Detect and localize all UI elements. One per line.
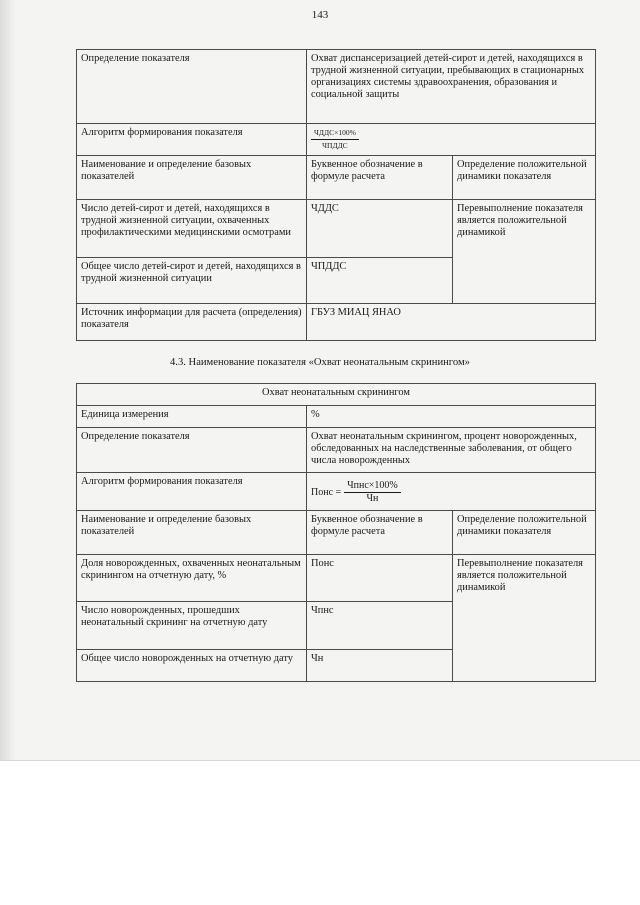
formula-numerator: Чпнс×100% bbox=[347, 480, 398, 491]
base-indicator-symbol: ЧДДС bbox=[307, 200, 453, 258]
base-indicator-name: Число детей-сирот и детей, находящихся в трудной жизненной ситуации, охваченных профилактическими медицинскими осмотрами bbox=[77, 200, 307, 258]
table-row bbox=[77, 473, 596, 511]
row-label: Определение показателя bbox=[77, 428, 307, 473]
dynamics-cell: Перевыполнение показателя является положительной динамикой bbox=[453, 555, 596, 682]
row-value: Охват неонатальным скринингом, процент новорожденных, обследованных на наследственные заболевания, от общего числа новорожденных bbox=[307, 428, 596, 473]
table-row bbox=[77, 428, 596, 473]
header-cell: Определение положительной динамики показателя bbox=[453, 156, 596, 200]
dynamics-cell: Перевыполнение показателя является положительной динамикой bbox=[453, 200, 596, 304]
formula-numerator: ЧДДС×100% bbox=[314, 128, 356, 137]
base-indicator-symbol: ЧПДДС bbox=[307, 258, 453, 304]
table-row bbox=[77, 50, 596, 124]
table-header-row bbox=[77, 156, 596, 200]
formula-denominator: Чн bbox=[344, 492, 401, 505]
table-row bbox=[77, 406, 596, 428]
formula-cell bbox=[307, 124, 596, 156]
formula-lhs: Понс = bbox=[311, 486, 342, 498]
header-cell: Буквенное обозначение в формуле расчета bbox=[307, 511, 453, 555]
row-label: Единица измерения bbox=[77, 406, 307, 428]
header-cell: Определение положительной динамики показателя bbox=[453, 511, 596, 555]
fraction bbox=[344, 480, 401, 505]
base-indicator-symbol: Понс bbox=[307, 555, 453, 602]
formula-denominator: ЧПДДС bbox=[311, 139, 359, 152]
row-label: Источник информации для расчета (определения) показателя bbox=[77, 304, 307, 341]
row-value: % bbox=[307, 406, 596, 428]
base-indicator-symbol: Чпнс bbox=[307, 602, 453, 650]
page-number: 143 bbox=[311, 9, 329, 21]
section-caption: 4.3. Наименование показателя «Охват неонатальным скринингом» bbox=[170, 357, 470, 368]
table-header-row bbox=[77, 511, 596, 555]
table-title: Охват неонатальным скринингом bbox=[77, 384, 596, 406]
indicator-table-2 bbox=[76, 383, 596, 682]
base-indicator-name: Общее число детей-сирот и детей, находящихся в трудной жизненной ситуации bbox=[77, 258, 307, 304]
header-cell: Наименование и определение базовых показателей bbox=[77, 511, 307, 555]
base-indicator-symbol: Чн bbox=[307, 650, 453, 682]
base-indicator-name: Общее число новорожденных на отчетную дату bbox=[77, 650, 307, 682]
formula-cell bbox=[307, 473, 596, 511]
table-row bbox=[77, 124, 596, 156]
base-indicator-name: Число новорожденных, прошедших неонатальный скрининг на отчетную дату bbox=[77, 602, 307, 650]
formula bbox=[311, 127, 359, 152]
row-value: Охват диспансеризацией детей-сирот и детей, находящихся в трудной жизненной ситуации, пребывающих в стационарных организациях системы здравоохранения, образования и социальной защиты bbox=[307, 50, 596, 124]
base-indicator-name: Доля новорожденных, охваченных неонатальным скринингом на отчетную дату, % bbox=[77, 555, 307, 602]
row-value: ГБУЗ МИАЦ ЯНАО bbox=[307, 304, 596, 341]
header-cell: Буквенное обозначение в формуле расчета bbox=[307, 156, 453, 200]
row-label: Определение показателя bbox=[77, 50, 307, 124]
table-title-row bbox=[77, 384, 596, 406]
row-label: Алгоритм формирования показателя bbox=[77, 473, 307, 511]
fraction bbox=[311, 127, 359, 152]
formula bbox=[311, 480, 401, 505]
indicator-table-1 bbox=[76, 49, 596, 341]
row-label: Алгоритм формирования показателя bbox=[77, 124, 307, 156]
table-row bbox=[77, 304, 596, 341]
table-row bbox=[77, 555, 596, 602]
header-cell: Наименование и определение базовых показателей bbox=[77, 156, 307, 200]
table-row bbox=[77, 200, 596, 258]
